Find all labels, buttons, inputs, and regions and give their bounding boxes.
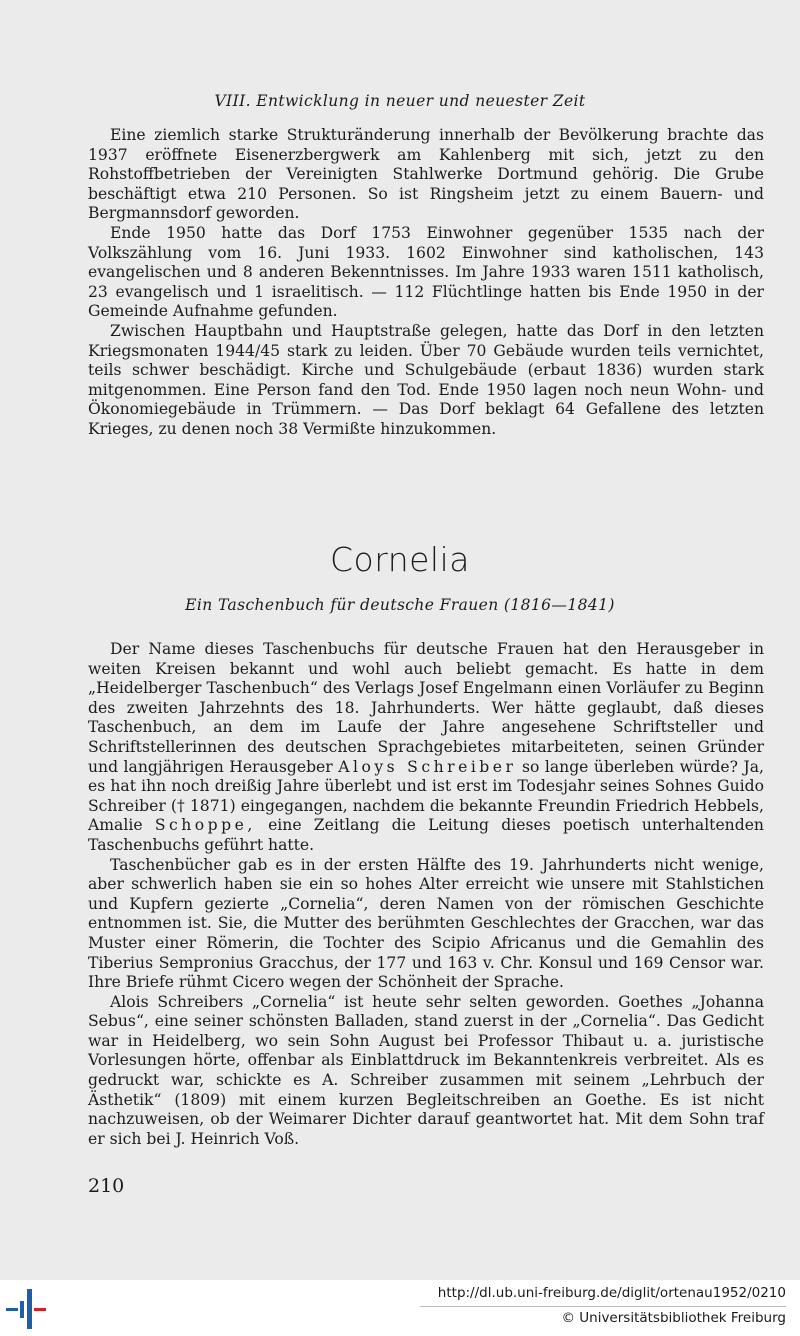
copyright-text: © Universitätsbibliothek Freiburg bbox=[561, 1310, 786, 1326]
spaced-name: Schoppe, bbox=[154, 816, 256, 835]
viewer-footer bbox=[0, 1280, 800, 1336]
paragraph: Ende 1950 hatte das Dorf 1753 Einwohner gegenüber 1535 nach der Volkszählung vom 16. Juni 1933. 1602 Einwohner sind katholischen, 143 evangelischen und 8 anderen Bekenntnisses. Im Jahre 1933 waren 1511 katholisch, 23 evangelisch und 1 israelitisch. — 112 Flüchtlinge hatten bis Ende 1950 in der Gemeinde Aufnahme gefunden. bbox=[88, 223, 764, 321]
section-text bbox=[88, 126, 764, 440]
text-run: eine Zeitlang die Leitung dieses poetisch unterhaltenden Taschenbuchs geführt hatte. bbox=[88, 816, 764, 854]
source-url-link[interactable]: http://dl.ub.uni-freiburg.de/diglit/ortenau1952/0210 bbox=[437, 1285, 786, 1301]
paragraph: Alois Schreibers „Cornelia“ ist heute sehr selten geworden. Goethes „Johanna Sebus“, eine seiner schönsten Balladen, stand zuerst in der „Cornelia“. Das Gedicht war in Heidelberg, wo sein Sohn August bei Professor Thibaut u. a. juristische Vorlesungen hörte, offenbar als Einblattdruck im Bekanntenkreis verbreitet. Als es gedruckt war, schickte es A. Schreiber zusammen mit seinem „Lehrbuch der Ästhetik“ (1809) mit einem kurzen Begleitschreiben an Goethe. Es ist nicht nachzuweisen, ob der Weimarer Dichter darauf geantwortet hat. Mit dem Sohn traf er sich bei J. Heinrich Voß. bbox=[88, 992, 764, 1148]
paragraph bbox=[88, 640, 764, 856]
text-run: so lange überleben würde? Ja, es hat ihn noch dreißig Jahre überlebt und ist erst im Todesjahr seines Sohnes Guido Schreiber († 1871) eingegangen, nachdem die bekannte Freundin Friedrich Hebbels, Amalie bbox=[88, 757, 764, 835]
paragraph: Zwischen Hauptbahn und Hauptstraße gelegen, hatte das Dorf in den letzten Kriegsmonaten 1944/45 stark zu leiden. Über 70 Gebäude wurden teils vernichtet, teils schwer beschädigt. Kirche und Schulgebäude (erbaut 1836) wurden stark mitgenommen. Eine Person fand den Tod. Ende 1950 lagen noch neun Wohn- und Ökonomiegebäude in Trümmern. — Das Dorf beklagt 64 Gefallene des letzten Krieges, zu denen noch 38 Vermißte hinzukommen. bbox=[88, 321, 764, 438]
article-text bbox=[88, 640, 764, 1149]
paragraph: Eine ziemlich starke Strukturänderung innerhalb der Bevölkerung brachte das 1937 eröffnete Eisenerzbergwerk am Kahlenberg mit sich, jetzt zu den Rohstoffbetrieben der Vereinigten Stahlwerke Dortmund gehörig. Die Grube beschäftigt etwa 210 Personen. So ist Ringsheim jetzt zu einem Bauern- und Bergmannsdorf geworden. bbox=[88, 126, 764, 223]
page-number: 210 bbox=[88, 1175, 125, 1197]
divider bbox=[420, 1306, 786, 1307]
spaced-name: Aloys Schreiber bbox=[338, 757, 517, 776]
paragraph: Taschenbücher gab es in der ersten Hälfte des 19. Jahrhunderts nicht wenige, aber schwerlich haben sie ein so hohes Alter erreicht wie unsere mit Stahlstichen und Kupfern gezierte „Cornelia“, deren Namen von der römischen Geschichte entnommen ist. Sie, die Mutter des berühmten Geschlechtes der Gracchen, war das Muster einer Römerin, die Tochter des Scipio Africanus und die Gemahlin des Tiberius Sempronius Gracchus, der 177 und 163 v. Chr. Konsul und 169 Censor war. Ihre Briefe rühmt Cicero wegen der Schönheit der Sprache. bbox=[88, 855, 764, 992]
article-title: Cornelia bbox=[330, 540, 470, 579]
ub-freiburg-logo-icon bbox=[6, 1289, 50, 1329]
running-head: VIII. Entwicklung in neuer und neuester Zeit bbox=[214, 92, 586, 110]
article-subtitle: Ein Taschenbuch für deutsche Frauen (1816—1841) bbox=[185, 596, 615, 614]
text-run: Der Name dieses Taschenbuchs für deutsche Frauen hat den Herausgeber in weiten Kreisen bekannt und wohl auch beliebt gemacht. Es hatte in dem „Heidelberger Taschenbuch“ des Verlags Josef Engelmann einen Vorläufer zu Beginn des zweiten Jahrzehnts des 18. Jahrhunderts. Wer hätte geglaubt, daß dieses Taschenbuch, an dem im Laufe der Jahre angesehene Schriftsteller und Schriftstellerinnen des deutschen Sprachgebietes mitarbeiteten, seinen Gründer und langjährigen Herausgeber bbox=[88, 640, 764, 776]
